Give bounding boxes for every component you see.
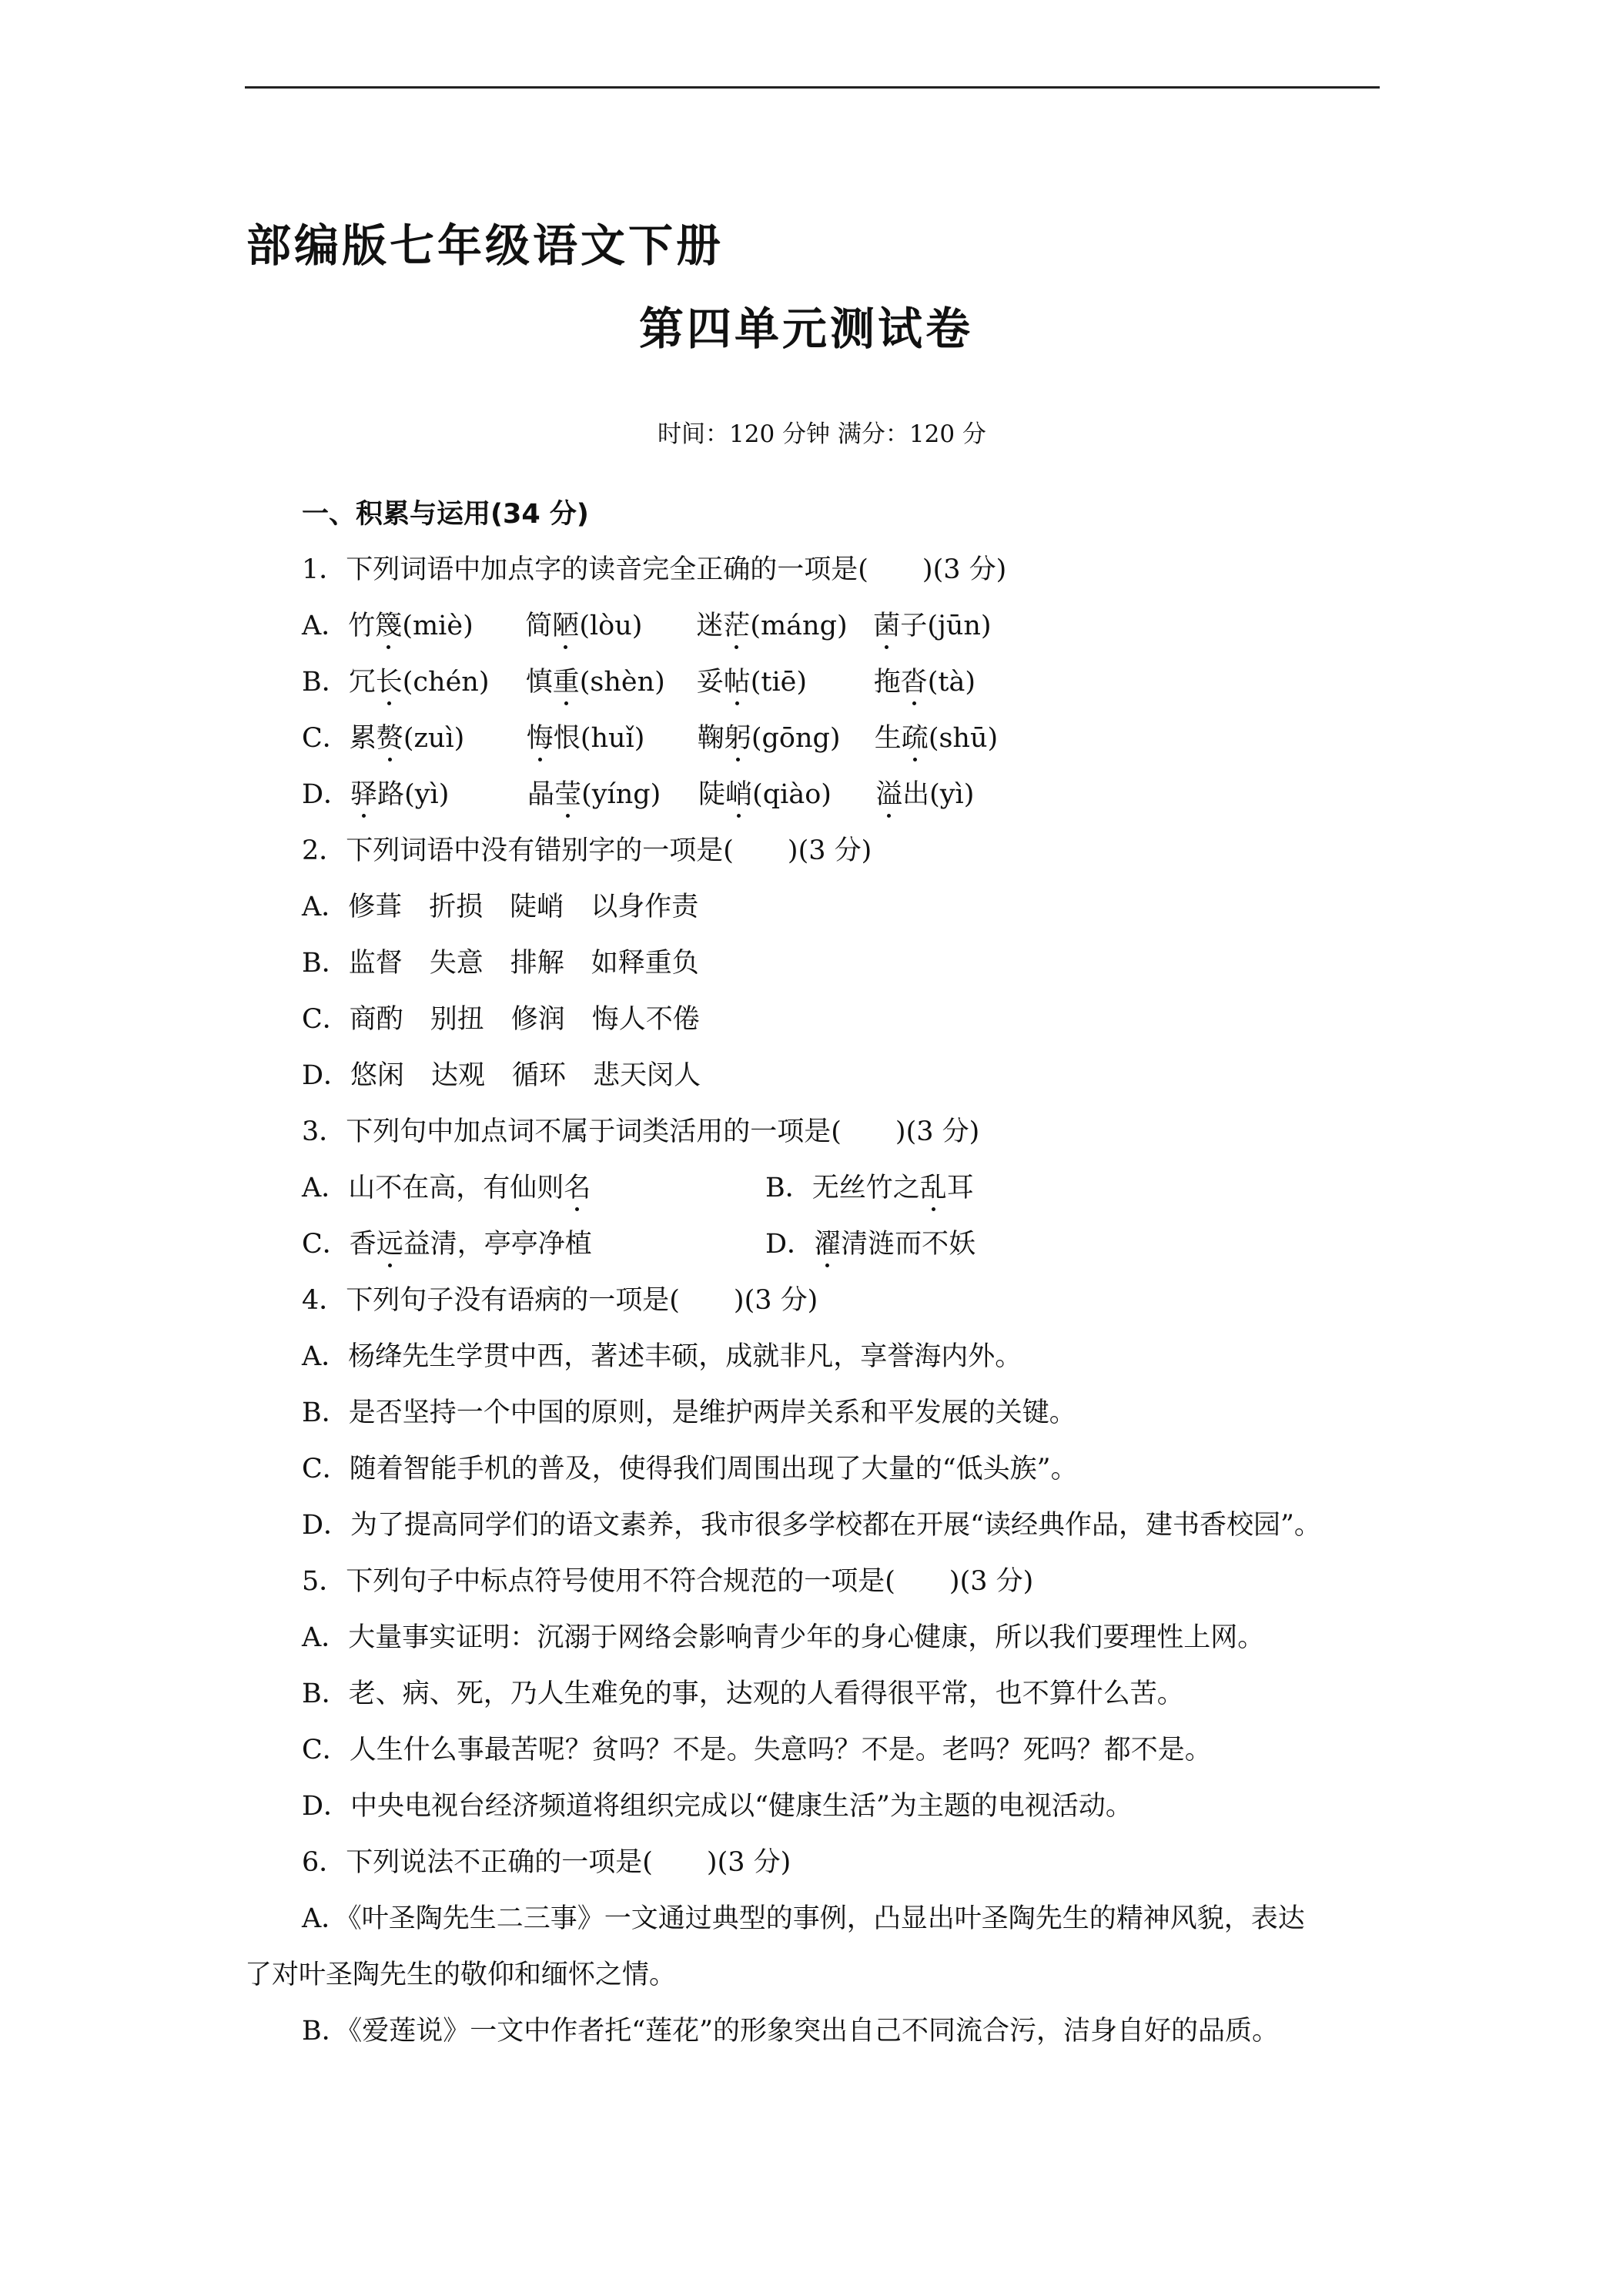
question-5-stem: 5．下列句子中标点符号使用不符合规范的一项是( )(3 分) — [302, 1566, 1034, 1597]
dotted-char: 悔 — [526, 723, 554, 754]
question-3-option-c: C．香远益清，亭亭净植 — [302, 1229, 592, 1260]
question-3-option-b: B．无丝竹之乱耳 — [765, 1173, 974, 1203]
question-6-option-b: B．《爱莲说》一文中作者托“莲花”的形象突出自己不同流合污，洁身自好的品质。 — [302, 2016, 1280, 2047]
dotted-char: 赘 — [376, 723, 403, 754]
question-4-option-a: A．杨绛先生学贯中西，著述丰硕，成就非凡，享誉海内外。 — [302, 1341, 1022, 1372]
exam-meta: 时间：120 分钟 满分：120 分 — [658, 420, 986, 448]
dotted-char: 濯 — [814, 1229, 842, 1260]
question-2-option-c: C．商酌 别扭 修润 悔人不倦 — [302, 1004, 700, 1035]
question-6-stem: 6．下列说法不正确的一项是( )(3 分) — [302, 1847, 791, 1878]
dotted-char: 茫 — [723, 611, 751, 641]
dotted-char: 长 — [375, 667, 403, 698]
question-2-option-d: D．悠闲 达观 循环 悲天闵人 — [302, 1060, 701, 1091]
question-2-option-a: A．修葺 折损 陡峭 以身作责 — [302, 892, 699, 922]
dotted-char: 帖 — [723, 667, 751, 698]
section-heading: 一、积累与运用(34 分) — [302, 499, 589, 530]
question-2-option-b: B．监督 失意 排解 如释重负 — [302, 948, 699, 979]
question-3-option-d: D．濯清涟而不妖 — [765, 1229, 976, 1260]
question-6-option-a: A．《叶圣陶先生二三事》一文通过典型的事例，凸显出叶圣陶先生的精神风貌，表达 — [302, 1903, 1305, 1934]
question-3-row-cd — [302, 1227, 975, 1261]
option-label: B． — [302, 667, 349, 698]
question-5-option-c: C．人生什么事最苦呢？贫吗？不是。失意吗？不是。老吗？死吗？都不是。 — [302, 1735, 1212, 1766]
question-1-option-d: D．驿路(yì) 晶莹(yíng) 陡峭(qiào) 溢出(yì) — [302, 779, 975, 810]
option-label: C． — [302, 723, 350, 754]
question-4-option-b: B．是否坚持一个中国的原则，是维护两岸关系和平发展的关键。 — [302, 1397, 1076, 1428]
dotted-char: 重 — [552, 667, 580, 698]
dotted-char: 莹 — [554, 779, 582, 810]
dotted-char: 躬 — [724, 723, 751, 754]
dotted-char: 疏 — [901, 723, 929, 754]
dotted-char: 名 — [564, 1173, 591, 1203]
dotted-char: 乱 — [919, 1173, 947, 1203]
question-3-option-a: A．山不在高，有仙则名 — [302, 1173, 591, 1203]
dotted-char: 远 — [376, 1229, 403, 1260]
question-2-stem: 2．下列词语中没有错别字的一项是( )(3 分) — [302, 835, 872, 866]
dotted-char: 篾 — [375, 611, 403, 641]
dotted-char: 菌 — [873, 611, 901, 641]
option-label: A． — [302, 611, 349, 641]
dotted-char: 驿 — [350, 779, 378, 810]
question-3-stem: 3．下列句中加点词不属于词类活用的一项是( )(3 分) — [302, 1116, 980, 1147]
question-1-stem: 1．下列词语中加点字的读音完全正确的一项是( )(3 分) — [302, 554, 1007, 585]
question-6-option-a-continued: 了对叶圣陶先生的敬仰和缅怀之情。 — [245, 1960, 677, 1990]
question-1-option-b: B．冗长(chén) 慎重(shèn) 妥帖(tiē) 拖沓(tà) — [302, 667, 976, 698]
question-4-option-c: C．随着智能手机的普及，使得我们周围出现了大量的“低头族”。 — [302, 1454, 1078, 1484]
question-1-option-a: A．竹篾(miè) 简陋(lòu) 迷茫(máng) 菌子(jūn) — [302, 611, 992, 641]
question-4-option-d: D．为了提高同学们的语文素养，我市很多学校都在开展“读经典作品，建书香校园”。 — [302, 1510, 1321, 1541]
header-rule — [245, 86, 1380, 89]
dotted-char: 沓 — [900, 667, 928, 698]
question-5-option-b: B．老、病、死，乃人生难免的事，达观的人看得很平常，也不算什么苦。 — [302, 1678, 1184, 1709]
option-label: D． — [302, 779, 351, 810]
dotted-char: 陋 — [552, 611, 580, 641]
question-5-option-d: D．中央电视台经济频道将组织完成以“健康生活”为主题的电视活动。 — [302, 1791, 1133, 1822]
page-subtitle: 第四单元测试卷 — [639, 303, 974, 355]
question-4-stem: 4．下列句子没有语病的一项是( )(3 分) — [302, 1285, 818, 1316]
question-1-option-c: C．累赘(zuì) 悔恨(huǐ) 鞠躬(gōng) 生疏(shū) — [302, 723, 999, 754]
dotted-char: 峭 — [725, 779, 753, 810]
page-title: 部编版七年级语文下册 — [246, 219, 724, 272]
dotted-char: 溢 — [875, 779, 903, 810]
question-3-row-ab — [302, 1171, 974, 1205]
question-5-option-a: A．大量事实证明：沉溺于网络会影响青少年的身心健康，所以我们要理性上网。 — [302, 1622, 1265, 1653]
